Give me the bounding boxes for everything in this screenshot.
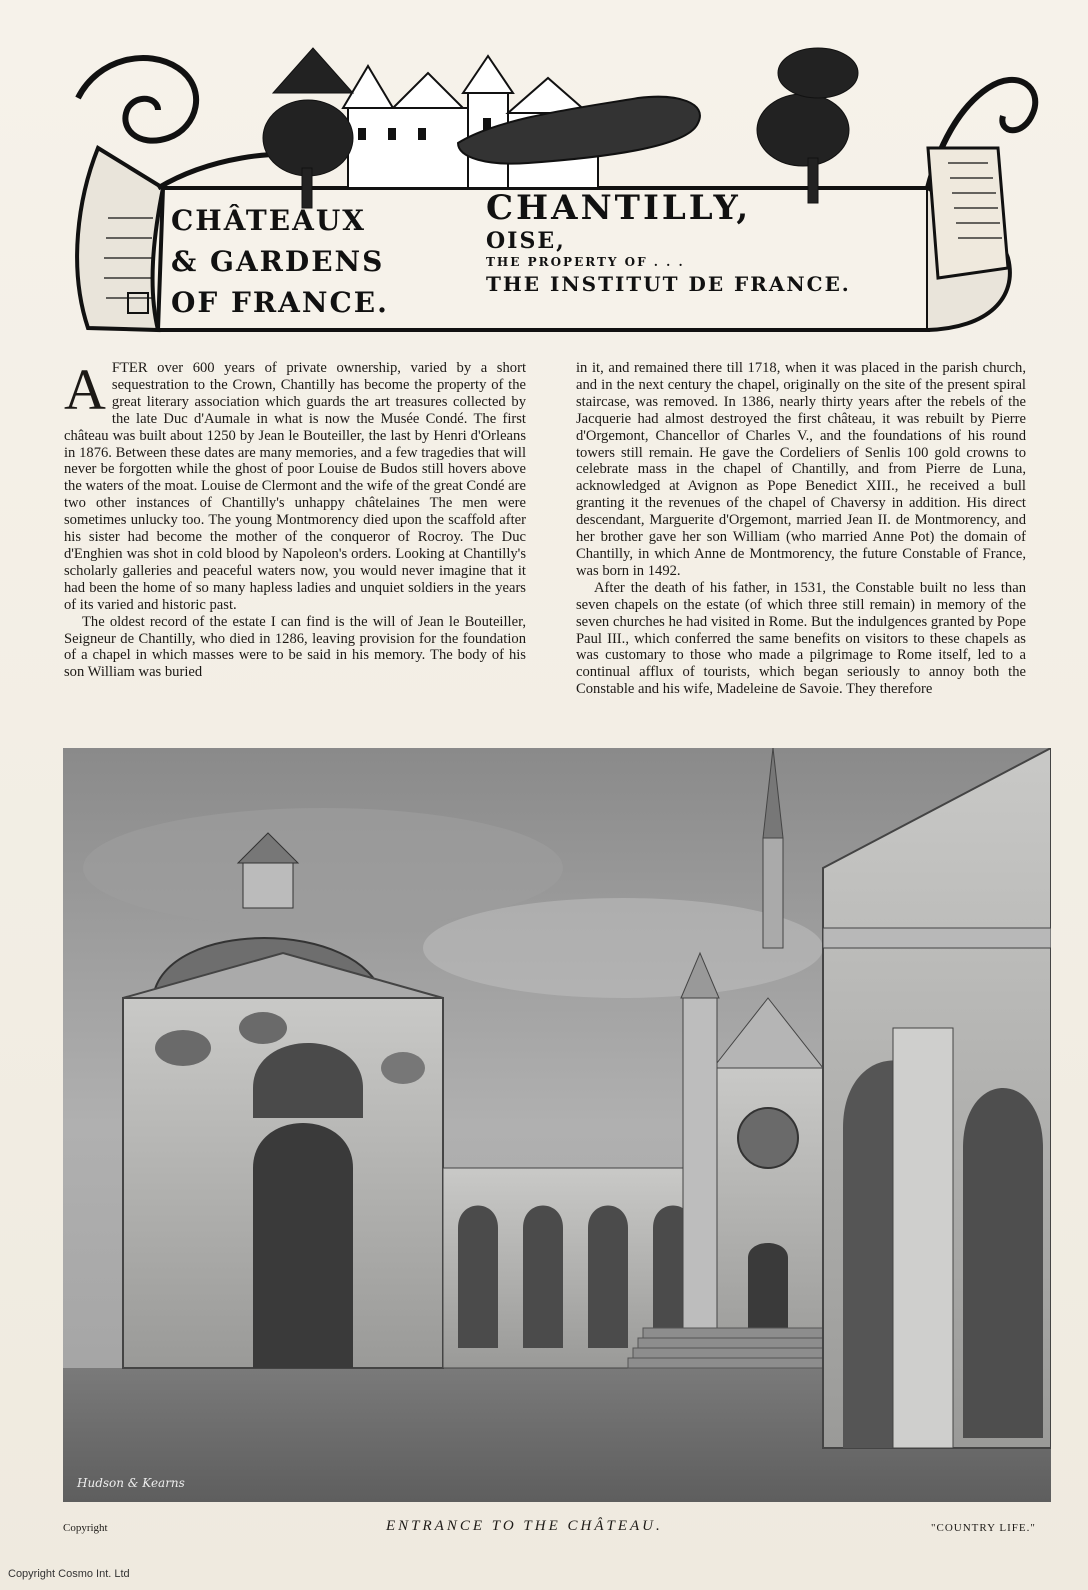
watermark: Copyright Cosmo Int. Ltd [8,1568,130,1580]
photo-credit: "COUNTRY LIFE." [931,1522,1036,1534]
series-title-line: & GARDENS [171,245,385,278]
copyright-label: Copyright [63,1522,108,1534]
series-title-line: OF FRANCE. [171,286,389,319]
paragraph: in it, and remained there till 1718, when it was placed in the parish church, and in the next century the chapel, originally on the site of the present spiral staircase, was removed. In 1386, nearly thirty years after the rebels of the Jacquerie had almost destroyed the first château, it was rebuilt by Pierre d'Orgemont, Chancellor of Charles V., and the foundations of his round towers still remain. He gave the Cordeliers of Senlis 100 gold crowns to celebrate mass in the chapel of Chantilly, and from Pierre de Luna, acknowledged at Avignon as Pope Benedict XIII., he received a bull granting it the revenues of the chapel of Chaversy in addition. His direct descendant, Marguerite d'Orgemont, married Jean II. de Montmorency, and her brother gave her son William (who married Anne Pot) the domain of Chantilly, in which Anne de Montmorency, the future Constable of France, was born in 1492. [576,360,1026,579]
paragraph-text: FTER over 600 years of private ownership, varied by a short sequestration to the Crown, Chantilly has become the property of the great literary association which guards the art treasures collected by the late Duc d'Aumale in what is now the Musée Condé. The first château was built about 1250 by Jean le Bouteiller, the last by Henri d'Orleans in 1876. Between these dates are many memories, and a few tragedies that will never be forgotten while the ghost of poor Louise de Budos still hovers above the waters of the moat. Louise de Clermont and the wife of the great Condé are two other instances of Chantilly's unhappy châtelaines The men were sometimes unlucky too. The young Montmorency died upon the scaffold after his sister had become the mother of the conqueror of Rocroy. The Duc d'Enghien was shot in cold blood by Napoleon's orders. Looking at Chantilly's scholarly galleries and peaceful waters now, you would never imagine that it had been the home of so many hapless ladies and unquiet soldiers in the years of its varied and historic past. [64,360,526,613]
region-name: OISE, [486,228,566,254]
series-title [171,200,389,323]
text-column-right [576,360,1026,698]
article-title [486,188,851,298]
photographer-signature: Hudson & Kearns [77,1476,185,1490]
series-title-line: CHÂTEAUX [171,204,366,237]
place-name: CHANTILLY, [486,188,752,228]
owner-name: THE INSTITUT DE FRANCE. [486,272,851,296]
paragraph: After the death of his father, in 1531, the Constable built no less than seven chapels on the estate (of which three still remain) in memory of the seven churches he had visited in Rome. But the indulgences granted by Pope Paul III., which conferred the same benefits on visitors to these chapels as was customary to those who made a pilgrimage to Rome itself, led to a continual afflux of tourists, which began seriously to annoy both the Constable and his wife, Madeleine de Savoie. They therefore [576,579,1026,698]
chateau-photograph [63,748,1051,1502]
header-banner [58,38,1043,350]
drop-cap: A [64,357,106,422]
photo-caption: ENTRANCE TO THE CHÂTEAU. [386,1518,663,1534]
paragraph: The oldest record of the estate I can find is the will of Jean le Bouteiller, Seigneur de Chantilly, who died in 1286, leaving provision for the foundation of a chapel in which masses were to be said in his memory. The body of his son William was buried [64,613,526,681]
chateau-illustration [63,748,1051,1502]
property-of-label: THE PROPERTY OF . . . [486,255,685,269]
paragraph [64,357,526,614]
text-column-left [64,357,526,681]
